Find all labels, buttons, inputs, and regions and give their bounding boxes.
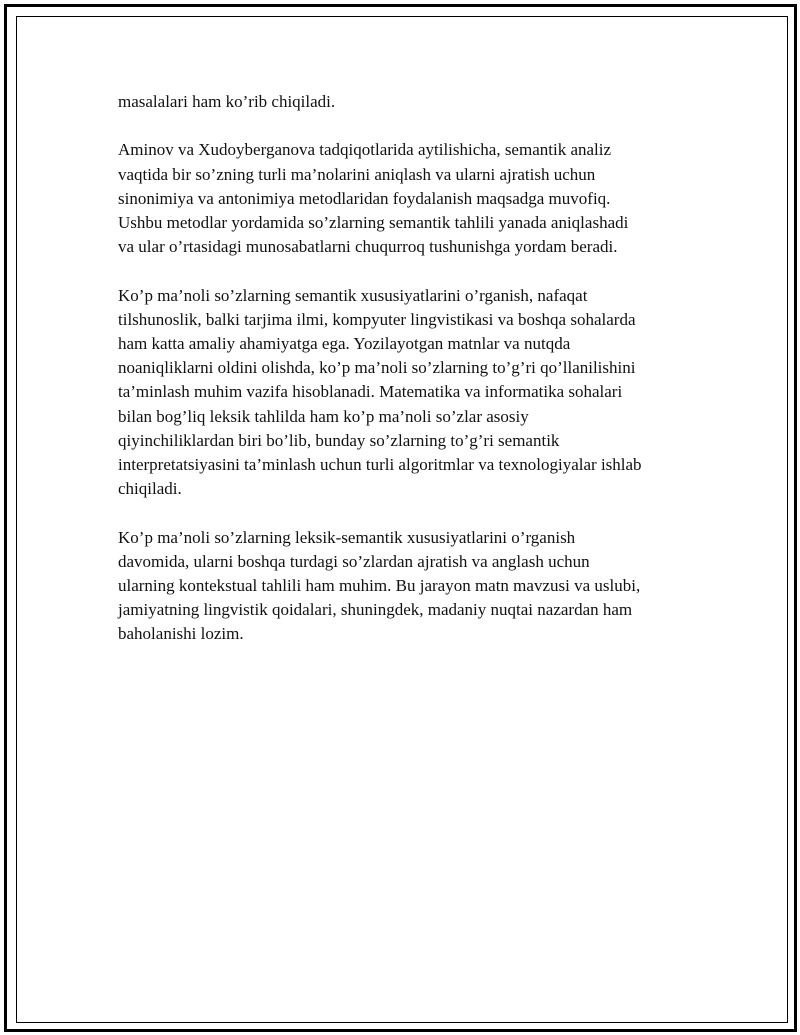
text-line: chiqiladi. (118, 479, 182, 499)
text-line: ularning kontekstual tahlili ham muhim. Bu jarayon matn mavzusi va uslubi, (118, 576, 641, 596)
paragraph-1 (118, 90, 698, 114)
text-line: davomida, ularni boshqa turdagi so’zlardan ajratish va anglash uchun (118, 551, 590, 571)
text-line: baholanishi lozim. (118, 624, 244, 644)
text-line: ham katta amaliy ahamiyatga ega. Yozilayotgan matnlar va nutqda (118, 334, 571, 353)
text-line: tilshunoslik, balki tarjima ilmi, kompyuter lingvistikasi va boshqa sohalarda (118, 309, 636, 329)
text-line: masalalari ham ko’rib chiqiladi. (118, 92, 336, 111)
text-line: Aminov va Xudoyberganova tadqiqotlarida aytilishicha, semantik analiz (118, 140, 612, 160)
text-line: qiyinchiliklardan biri bo’lib, bunday so’zlarning to’g’ri semantik (118, 430, 560, 450)
text-line: ta’minlash muhim vazifa hisoblanadi. Matematika va informatika sohalari (118, 382, 623, 402)
text-line: interpretatsiyasini ta’minlash uchun turli algoritmlar va texnologiyalar ishlab (118, 455, 642, 475)
document-body (118, 90, 698, 671)
text-line: Ushbu metodlar yordamida so’zlarning semantik tahlili yanada aniqlashadi (118, 213, 629, 232)
text-line: sinonimiya va antonimiya metodlaridan foydalanish maqsadga muvofiq. (118, 188, 611, 208)
paragraph-4 (118, 526, 698, 647)
text-line: bilan bog’liq leksik tahlilda ham ko’p ma’noli so’zlar asosiy (118, 406, 529, 426)
text-line: noaniqliklarni oldini olishda, ko’p ma’noli so’zlarning to’g’ri qo’llanilishini (118, 358, 636, 378)
text-line: Ko’p ma’noli so’zlarning leksik-semantik xususiyatlarini o’rganish (118, 527, 576, 547)
text-line: jamiyatning lingvistik qoidalari, shuningdek, madaniy nuqtai nazardan ham (118, 600, 633, 620)
paragraph-3 (118, 284, 698, 502)
paragraph-2 (118, 138, 698, 259)
text-line: vaqtida bir so’zning turli ma’nolarini aniqlash va ularni ajratish uchun (118, 164, 596, 184)
text-line: Ko’p ma’noli so’zlarning semantik xususiyatlarini o’rganish, nafaqat (118, 285, 588, 305)
text-line: va ular o’rtasidagi munosabatlarni chuqurroq tushunishga yordam beradi. (118, 237, 618, 257)
